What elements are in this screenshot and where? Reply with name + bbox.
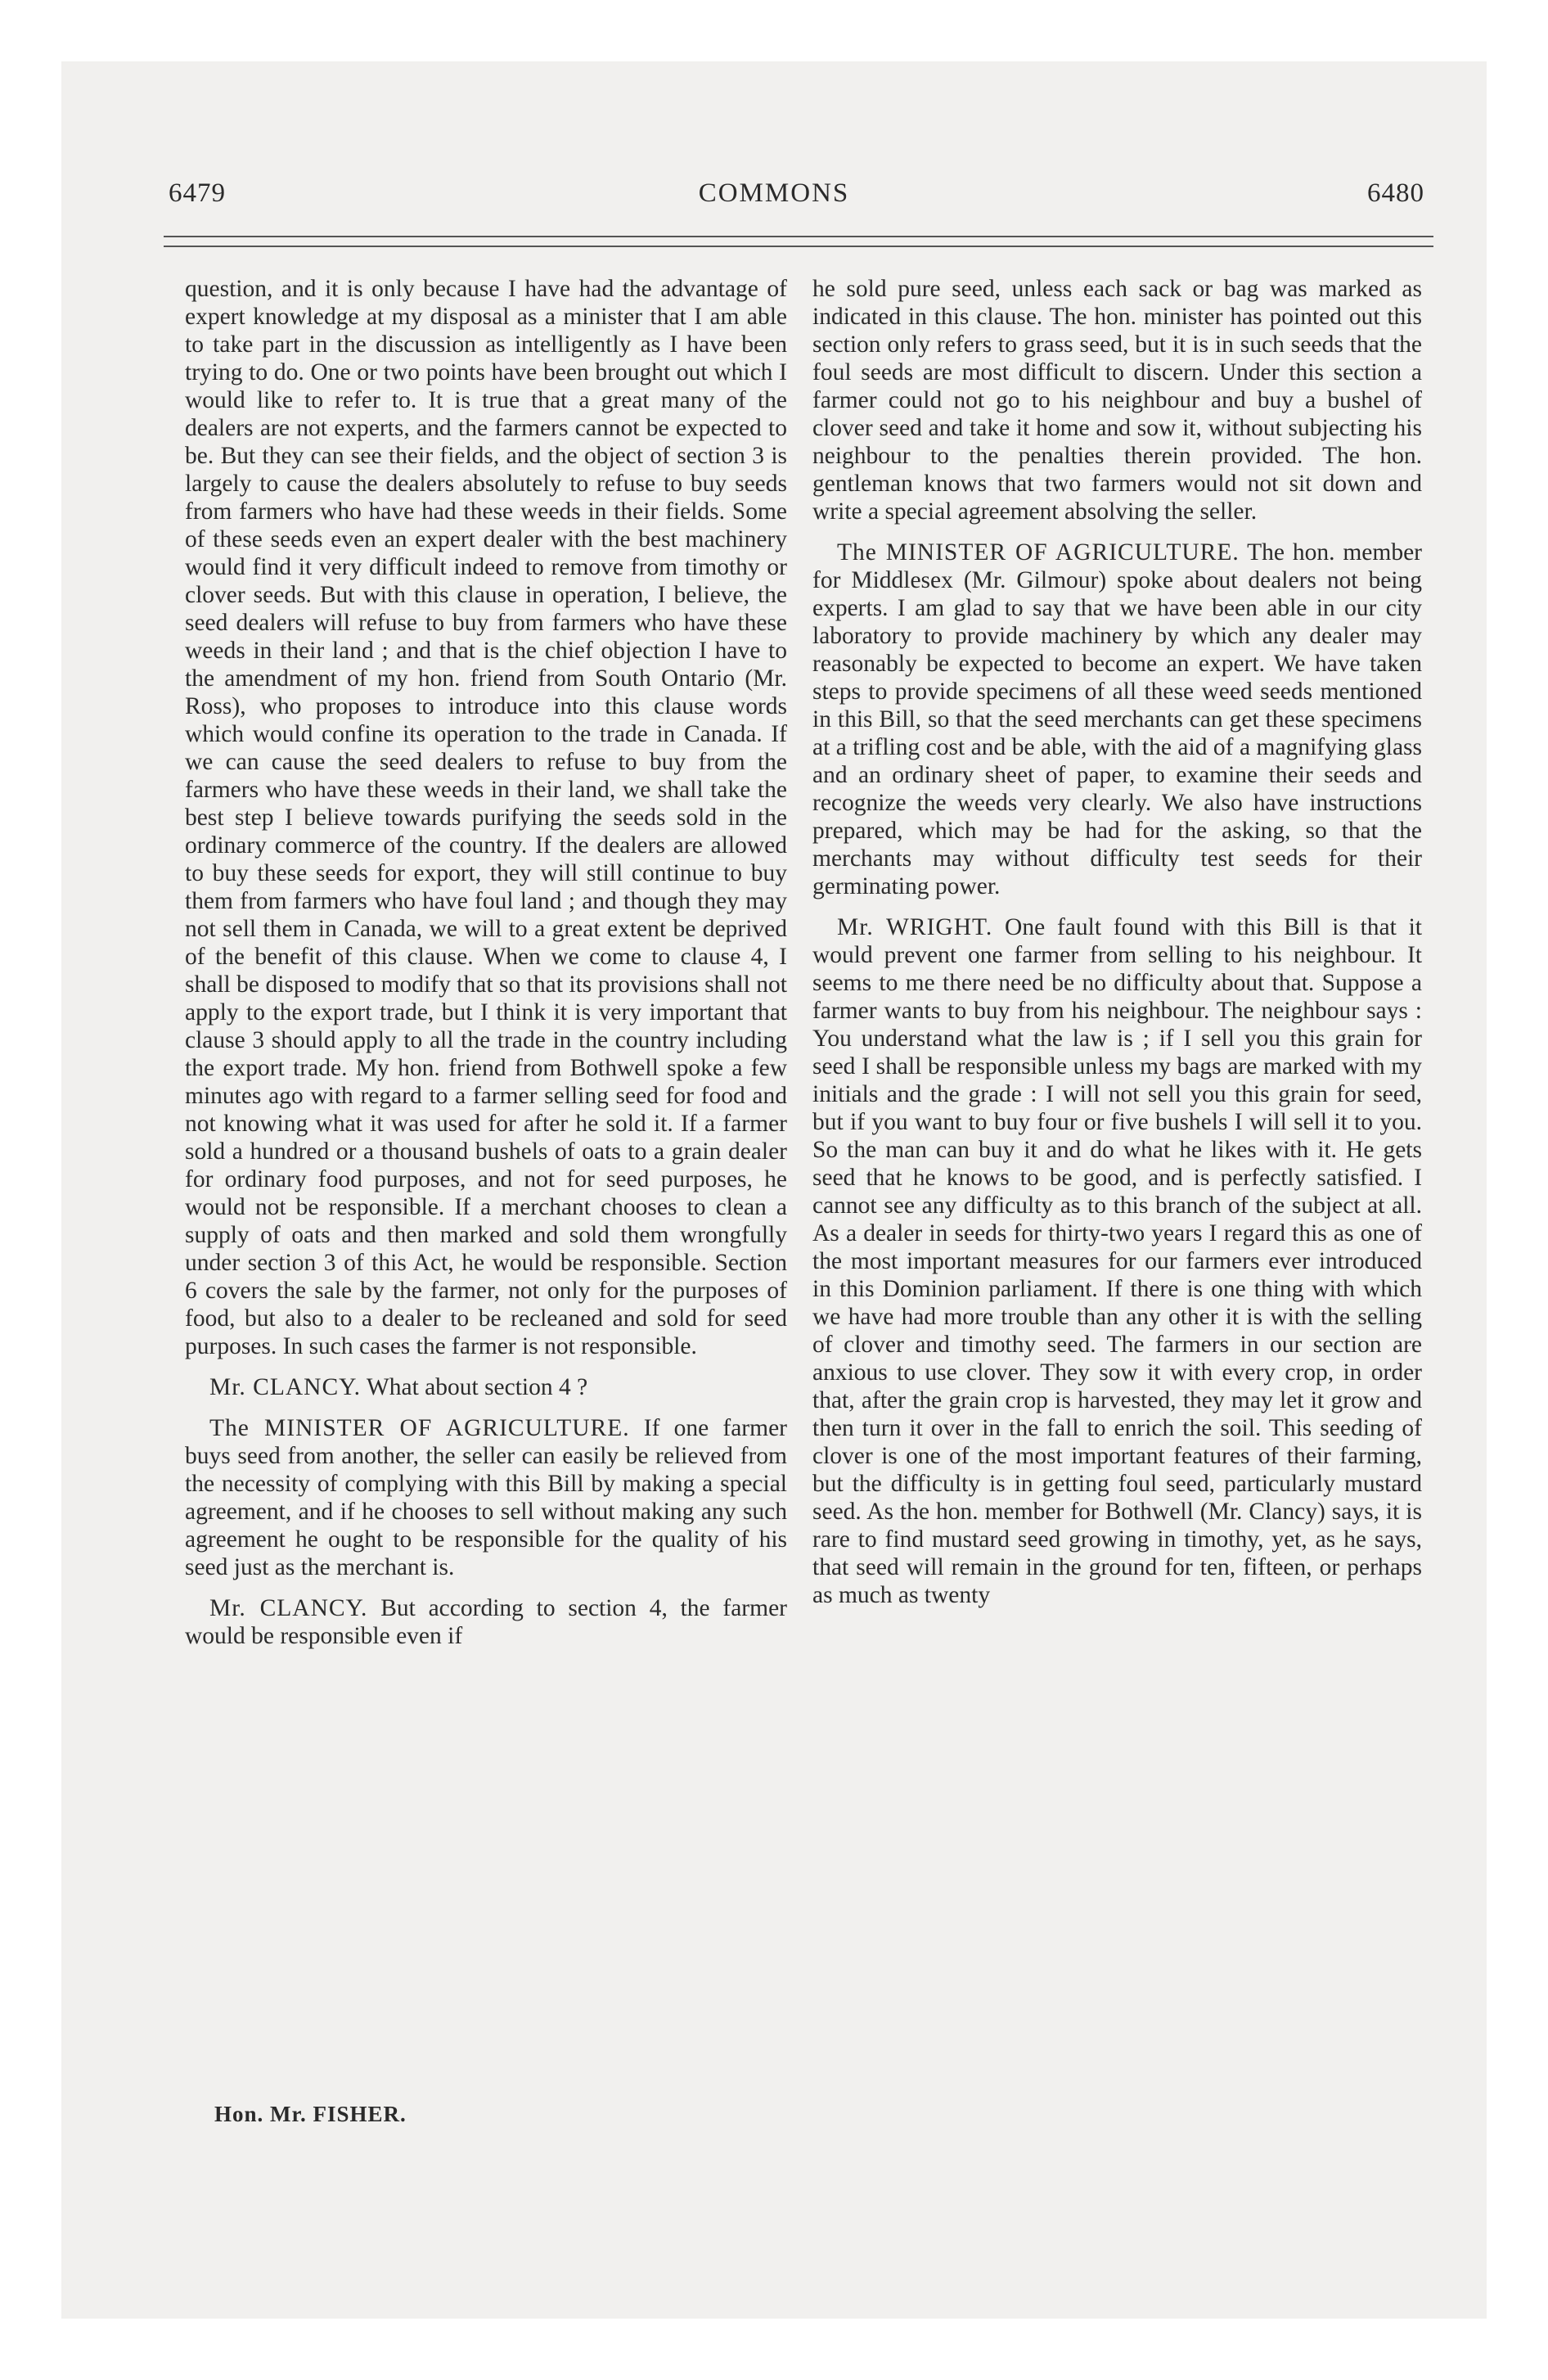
speaker-name: Mr. WRIGHT. xyxy=(837,914,993,940)
paragraph-text: he sold pure seed, unless each sack or bag was marked as indicated in this clause. The hon. minister has pointed out this section only refers to grass seed, but it is in such seeds that the foul seeds are most difficult to discern. Under this section a farmer could not go to his neighbour and buy a bushel of clover seed and take it home and sow it, without subjecting his neighbour to the penalties therein provided. The hon. gentleman knows that two farmers would not sit down and write a special agreement absolving the seller. xyxy=(812,276,1422,525)
paragraph xyxy=(812,539,1422,900)
footer-speaker-name: Hon. Mr. FISHER. xyxy=(214,2102,407,2126)
right-column xyxy=(812,275,1422,1609)
speaker-name: Mr. CLANCY. xyxy=(209,1595,368,1621)
paragraph-text: If one farmer buys seed from another, the seller can easily be relieved from the necessity of complying with this Bill by making a special agreement, and if he chooses to sell without making any such agreement he ought to be responsible for the quality of his seed just as the merchant is. xyxy=(185,1415,787,1580)
paragraph xyxy=(185,275,787,1360)
paragraph-text: But according to section 4, the farmer would be responsible even if xyxy=(185,1595,787,1649)
paragraph xyxy=(185,1373,787,1401)
left-column xyxy=(185,275,787,1650)
paragraph-text: What about section 4 ? xyxy=(366,1374,588,1400)
paragraph-text: question, and it is only because I have had the advantage of expert knowledge at my disposal as a minister that I am able to take part in the discussion as intelligently as I have been trying to do. One or two points have been brought out which I would like to refer to. It is true that a great many of the dealers are not experts, and the farmers cannot be expected to be. But they can see their fields, and the object of section 3 is largely to cause the dealers absolutely to refuse to buy seeds from farmers who have had these weeds in their fields. Some of these seeds even an expert dealer with the best machinery would find it very difficult indeed to remove from timothy or clover seeds. But with this clause in operation, I believe, the seed dealers will refuse to buy from farmers who have these weeds in their land ; and that is the chief objection I have to the amendment of my hon. friend from South Ontario (Mr. Ross), who proposes to introduce into this clause words which would confine its operation to the trade in Canada. If we can cause the seed dealers to refuse to buy from the farmers who have these weeds in their land, we shall take the best step I believe towards purifying the seeds sold in the ordinary commerce of the country. If the dealers are allowed to buy these seeds for export, they will still continue to buy them from farmers who have foul land ; and though they may not sell them in Canada, we will to a great extent be deprived of the benefit of this clause. When we come to clause 4, I shall be disposed to modify that so that its provisions shall not apply to the export trade, but I think it is very important that clause 3 should apply to all the trade in the country including the export trade. My hon. friend from Bothwell spoke a few minutes ago with regard to a farmer selling seed for food and not knowing what it was used for after he sold it. If a farmer sold a hundred or a thousand bushels of oats to a grain dealer for ordinary food purposes, and not for seed purposes, he would not be responsible. If a merchant chooses to clean a supply of oats and then marked and sold them wrongfully under section 3 of this Act, he would be responsible. Section 6 covers the sale by the farmer, not only for the purposes of food, but also to a dealer to be recleaned and sold for seed purposes. In such cases the farmer is not responsible. xyxy=(185,276,787,1359)
speaker-name: Mr. CLANCY. xyxy=(209,1374,362,1400)
page-number-right: 6480 xyxy=(1367,178,1424,208)
paragraph-text: The hon. member for Middlesex (Mr. Gilmour) spoke about dealers not being experts. I am glad to say that we have been able in our city laboratory to provide machinery by which any dealer may reasonably be expected to become an expert. We have taken steps to provide specimens of all these weed seeds mentioned in this Bill, so that the seed merchants can get these specimens at a trifling cost and be able, with the aid of a magnifying glass and an ordinary sheet of paper, to examine their seeds and recognize the weeds very clearly. We also have instructions prepared, which may be had for the asking, so that the merchants may without difficulty test seeds for their germinating power. xyxy=(812,539,1422,899)
paragraph xyxy=(812,275,1422,525)
paragraph xyxy=(185,1414,787,1581)
header-rule-top xyxy=(164,236,1433,237)
header-rule-bottom xyxy=(164,246,1433,247)
paragraph xyxy=(185,1594,787,1650)
running-head: COMMONS xyxy=(698,178,850,208)
speaker-name: The MINISTER OF AGRICULTURE. xyxy=(209,1415,630,1441)
paragraph-text: One fault found with this Bill is that it would prevent one farmer from selling to his neighbour. It seems to me there need be no difficulty about that. Suppose a farmer wants to buy from his neighbour. The neighbour says : You understand what the law is ; if I sell you this grain for seed I shall be responsible unless my bags are marked with my initials and the grade : I will not sell you this grain for seed, but if you want to buy four or five bushels I will sell it to you. So the man can buy it and do what he likes with it. He gets seed that he knows to be good, and is perfectly satisfied. I cannot see any difficulty as to this branch of the subject at all. As a dealer in seeds for thirty-two years I regard this as one of the most important measures for our farmers ever introduced in this Dominion parliament. If there is one thing with which we have had more trouble than any other it is with the selling of clover and timothy seed. The farmers in our section are anxious to use clover. They sow it with every crop, in order that, after the grain crop is harvested, they may let it grow and then turn it over in the fall to enrich the soil. This seeding of clover is one of the most important features of their farming, but the difficulty is in getting foul seed, particularly mustard seed. As the hon. member for Bothwell (Mr. Clancy) says, it is rare to find mustard seed growing in timothy, yet, as he says, that seed will remain in the ground for ten, fifteen, or perhaps as much as twenty xyxy=(812,914,1422,1608)
speaker-name: The MINISTER OF AGRICULTURE. xyxy=(837,539,1240,566)
paragraph xyxy=(812,913,1422,1609)
page-number-left: 6479 xyxy=(169,178,226,208)
